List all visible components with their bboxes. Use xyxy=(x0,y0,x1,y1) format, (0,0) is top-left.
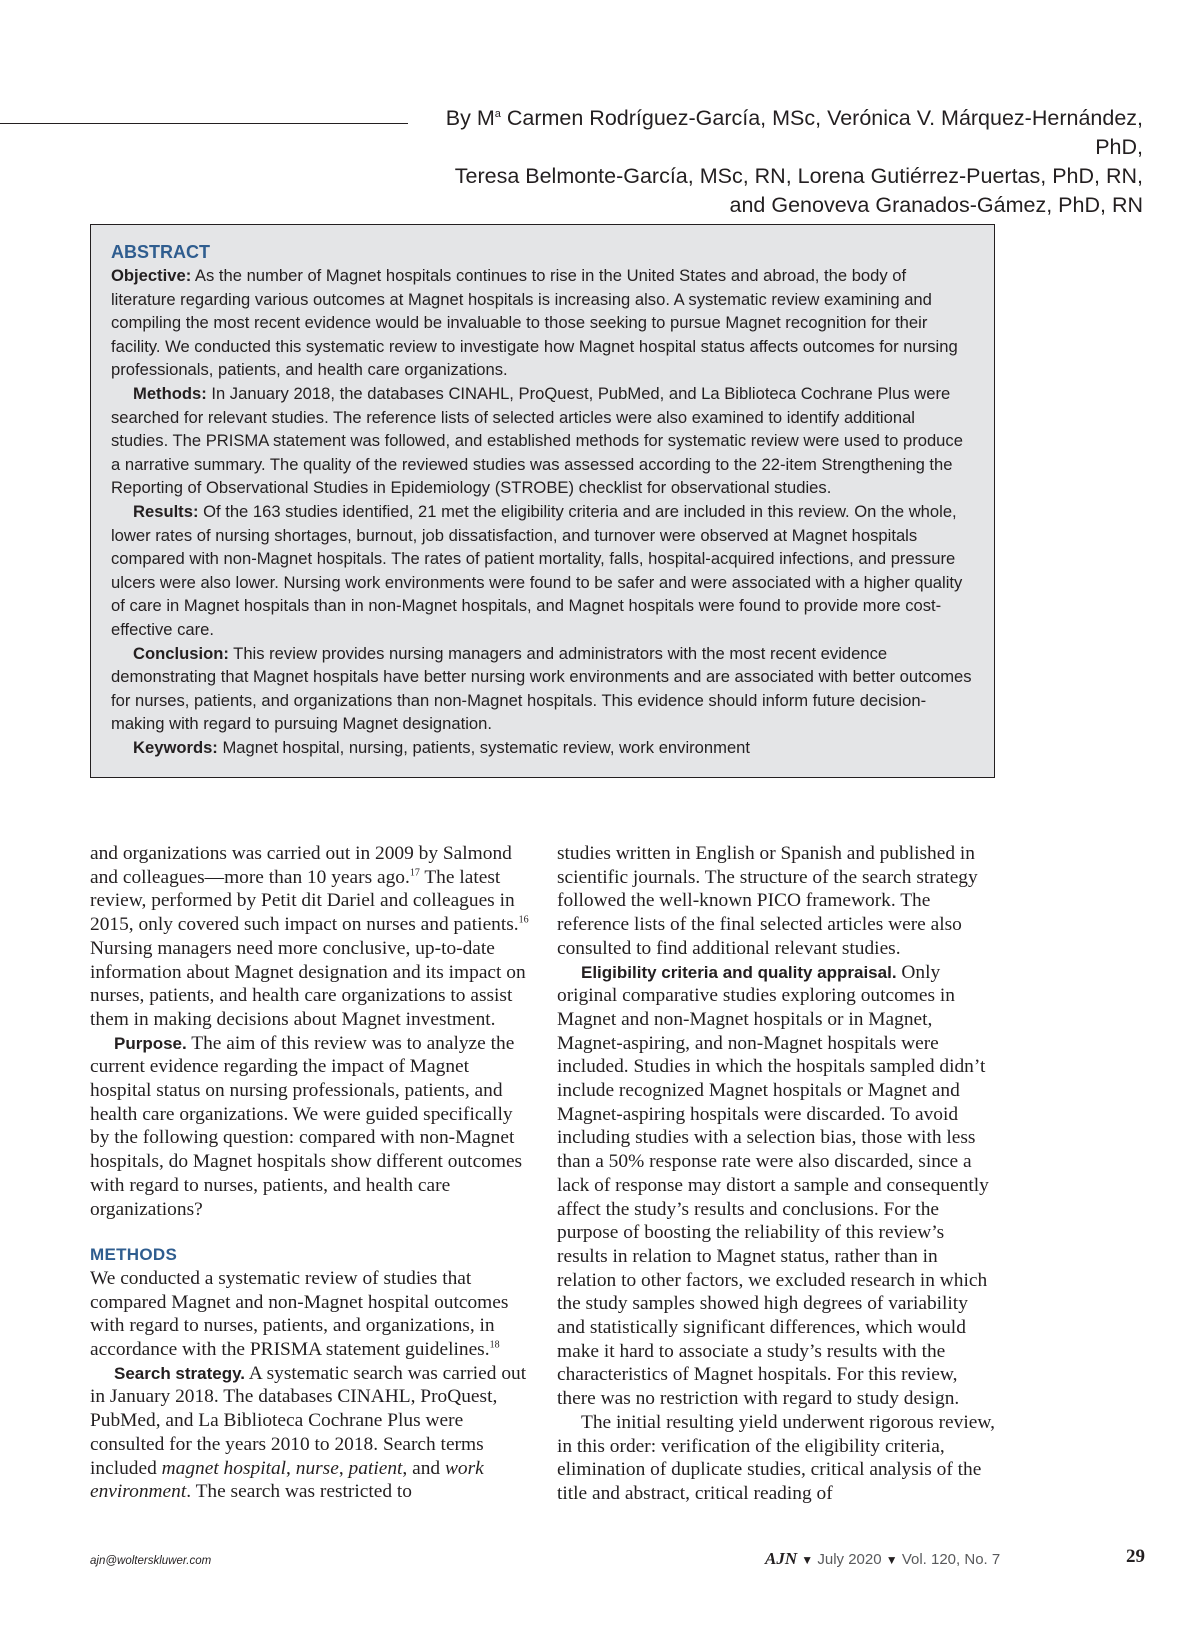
abstract-objective: Objective: As the number of Magnet hospitals continues to rise in the United States and abroad, the body of literature regarding various outcomes at Magnet hospitals is increasing also. A systematic review examining and compiling the most recent evidence would be invaluable to those seeking to pursue Magnet recognition for their facility. We conducted this systematic review to investigate how Magnet hospital status affects outcomes for nursing professionals, patients, and health care organizations. xyxy=(111,266,958,380)
abstract-conclusion: Conclusion: This review provides nursing managers and administrators with the most recent evidence demonstrating that Magnet hospitals have better nursing work environments and are associated with better outcomes for nurses, patients, and organizations than non-Magnet hospitals. This evidence should inform future decision-making with regard to pursuing Magnet designation. xyxy=(111,643,972,734)
page-number: 29 xyxy=(1126,1546,1145,1567)
title-rule xyxy=(0,123,408,124)
footer-email: ajn@wolterskluwer.com xyxy=(90,1555,212,1567)
search-continued-paragraph: studies written in English or Spanish and published in scientific journals. The structure of the search strategy followed the well-known PICO framework. The reference lists of the final selected articles were also consulted to find additional relevant studies. xyxy=(557,843,978,959)
abstract-keywords: Keywords: Magnet hospital, nursing, patients, systematic review, work environment xyxy=(133,737,751,757)
triangle-icon: ▼ xyxy=(801,1553,814,1567)
review-process-paragraph: The initial resulting yield underwent rigorous review, in this order: verification of the eligibility criteria, elimination of duplicate studies, critical analysis of the title and abstract, critical reading of xyxy=(557,1411,995,1504)
search-strategy-paragraph: Search strategy. A systematic search was carried out in January 2018. The databases CINAHL, ProQuest, PubMed, and La Biblioteca Cochrane Plus were consulted for the years 2010 to 2018. Search terms included magnet hospital, nurse, patient, and work environment. The search was restricted to xyxy=(90,1362,527,1503)
body-column-right xyxy=(557,842,997,1506)
abstract-box xyxy=(90,224,995,778)
abstract-heading: ABSTRACT xyxy=(111,242,210,262)
intro-paragraph: and organizations was carried out in 2009 by Salmond and colleagues—more than 10 years ago.$^{17}$ The latest review, performed by Petit dit Dariel and colleagues in 2015, only covered such impact on nurses and patients.$^{16}$ Nursing managers need more conclusive, up-to-date information about Magnet designation and its impact on nurses, patients, and health care organizations to assist them in making decisions about Magnet investment. xyxy=(90,843,529,1030)
abstract-results: Results: Of the 163 studies identified, 21 met the eligibility criteria and are included in this review. On the whole, lower rates of nursing shortages, burnout, job dissatisfaction, and turnover were observed at Magnet hospitals compared with non-Magnet hospitals. The rates of patient mortality, falls, hospital-acquired infections, and pressure ulcers were also lower. Nursing work environments were found to be safer and were associated with a higher quality of care in Magnet hospitals than in non-Magnet hospitals, and Magnet hospitals were found to provide more cost-effective care. xyxy=(111,501,963,639)
methods-paragraph: We conducted a systematic review of studies that compared Magnet and non-Magnet hospital outcomes with regard to nurses, patients, and organizations, in accordance with the PRISMA statement guidelines.$^{18}$ xyxy=(90,1267,509,1361)
methods-heading: METHODS xyxy=(90,1245,178,1265)
purpose-paragraph: Purpose. The aim of this review was to analyze the current evidence regarding the impact of Magnet hospital status on nursing professionals, patients, and health care organizations. We were guided specifically by the following question: compared with non-Magnet hospitals, do Magnet hospitals show different outcomes with regard to nurses, patients, and health care organizations? xyxy=(90,1032,523,1220)
body-column-left xyxy=(90,842,530,1504)
footer-journal-info: AJN ▼ July 2020 ▼ Vol. 120, No. 7 xyxy=(765,1549,1001,1568)
abstract-methods: Methods: In January 2018, the databases CINAHL, ProQuest, PubMed, and La Biblioteca Cochrane Plus were searched for relevant studies. The reference lists of selected articles were also examined to identify additional studies. The PRISMA statement was followed, and established methods for systematic review were used to produce a narrative summary. The quality of the reviewed studies was assessed according to the 22-item Strengthening the Reporting of Observational Studies in Epidemiology (STROBE) checklist for observational studies. xyxy=(111,383,963,498)
eligibility-paragraph: Eligibility criteria and quality appraisal. Only original comparative studies exploring outcomes in Magnet and non-Magnet hospitals or in Magnet, Magnet-aspiring, and non-Magnet hospitals were included. Studies in which the hospitals sampled didn’t include recognized Magnet hospitals or Magnet and Magnet-aspiring hospitals were discarded. To avoid including studies with a selection bias, those with less than a 50% response rate were also discarded, since a lack of response may distort a sample and consequently affect the study’s results and conclusions. For the purpose of boosting the reliability of this review’s results in relation to Magnet status, rather than in relation to other factors, we excluded research in which the study samples showed high degrees of variability and statistically significant differences, which would make it hard to associate a study’s results with the characteristics of Magnet hospitals. For this review, there was no restriction with regard to study design. xyxy=(557,961,989,1410)
triangle-icon: ▼ xyxy=(885,1553,898,1567)
author-byline: By $M^a$ Carmen Rodríguez-García, MSc, Verónica V. Márquez-Hernández, PhD, Teresa Belmonte-García, MSc, RN, Lorena Gutiérrez-Puertas, PhD, RN, and Genoveva Granados-Gámez, PhD, RN xyxy=(445,106,1143,218)
